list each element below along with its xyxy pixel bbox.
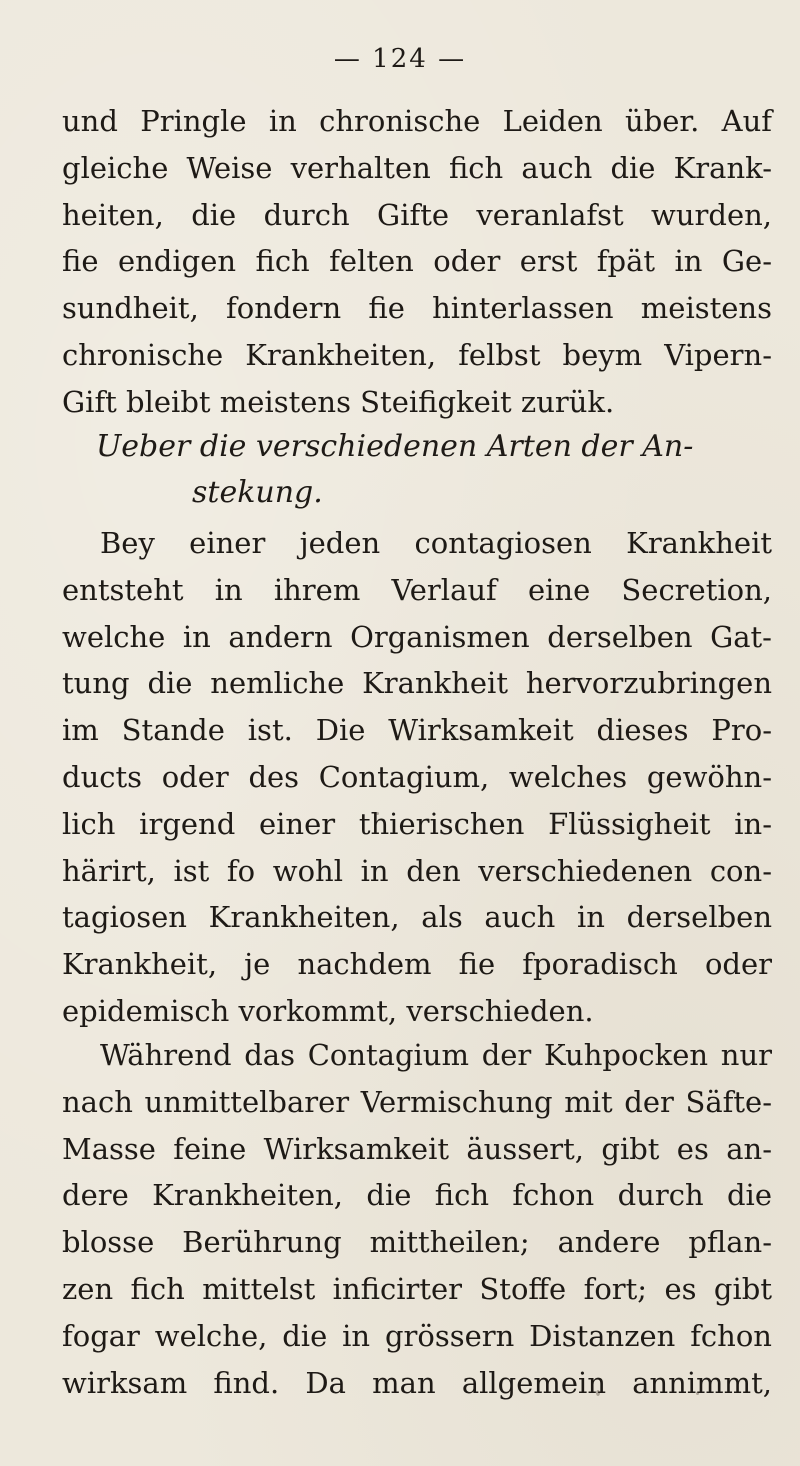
text-line: tagiosen Krankheiten, als auch in derselben	[62, 900, 772, 935]
text-line: wirksam find. Da man allgemein annimmt,	[62, 1365, 772, 1400]
text-line: blosse Berührung mittheilen; andere pflan-	[62, 1225, 772, 1260]
text-line: und Pringle in chronische Leiden über. Auf	[62, 104, 772, 138]
text-line: welche in andern Organismen derselben Gat-	[62, 619, 772, 654]
text-line: Masse feine Wirksamkeit äussert, gibt es an-	[62, 1131, 772, 1166]
text-line: heiten, die durch Gifte veranlafst wurden,	[62, 197, 772, 232]
section-heading	[62, 424, 772, 516]
text-line: härirt, ist fo wohl in den verschiedenen con-	[62, 853, 772, 888]
paper-speck	[596, 1390, 600, 1396]
text-line: Gift bleibt meistens Steifigkeit zurük.	[62, 384, 615, 419]
text-line: sundheit, fondern fie hinterlassen meistens	[62, 291, 772, 326]
text-line: ducts oder des Contagium, welches gewöhn-	[62, 759, 772, 794]
text-line: Während das Contagium der Kuhpocken nur	[100, 1038, 772, 1072]
text-line: zen fich mittelst inficirter Stoffe fort; es gibt	[62, 1271, 772, 1306]
text-line: entsteht in ihrem Verlauf eine Secretion,	[62, 572, 772, 607]
text-line: lich irgend einer thierischen Flüssigheit in-	[62, 806, 772, 841]
paper-speck	[696, 1392, 699, 1395]
text-line: epidemisch vorkommt, verschieden.	[62, 993, 594, 1028]
text-line: dere Krankheiten, die fich fchon durch die	[62, 1178, 772, 1213]
text-line: gleiche Weise verhalten fich auch die Krank-	[62, 150, 772, 185]
paragraph-3	[62, 1032, 772, 1406]
text-line: fie endigen fich felten oder erst fpät in Ge-	[62, 244, 772, 279]
paper-speck	[376, 812, 379, 815]
text-line: Krankheit, je nachdem fie fporadisch oder	[62, 947, 772, 982]
paragraph-1	[62, 98, 772, 426]
paragraph-2	[62, 520, 772, 1035]
heading-line: Ueber die verschiedenen Arten der An-	[96, 429, 694, 464]
heading-line: stekung.	[192, 475, 323, 510]
text-line: fogar welche, die in grössern Distanzen fchon	[62, 1318, 772, 1353]
text-line: tung die nemliche Krankheit hervorzubringen	[62, 666, 772, 701]
text-line: nach unmittelbarer Vermischung mit der Säfte-	[62, 1084, 772, 1119]
text-line: im Stande ist. Die Wirksamkeit dieses Pro-	[62, 713, 772, 748]
page-number: — 124 —	[333, 44, 467, 74]
text-line: Bey einer jeden contagiosen Krankheit	[100, 526, 772, 560]
text-line: chronische Krankheiten, felbst beym Vipern-	[62, 337, 772, 372]
